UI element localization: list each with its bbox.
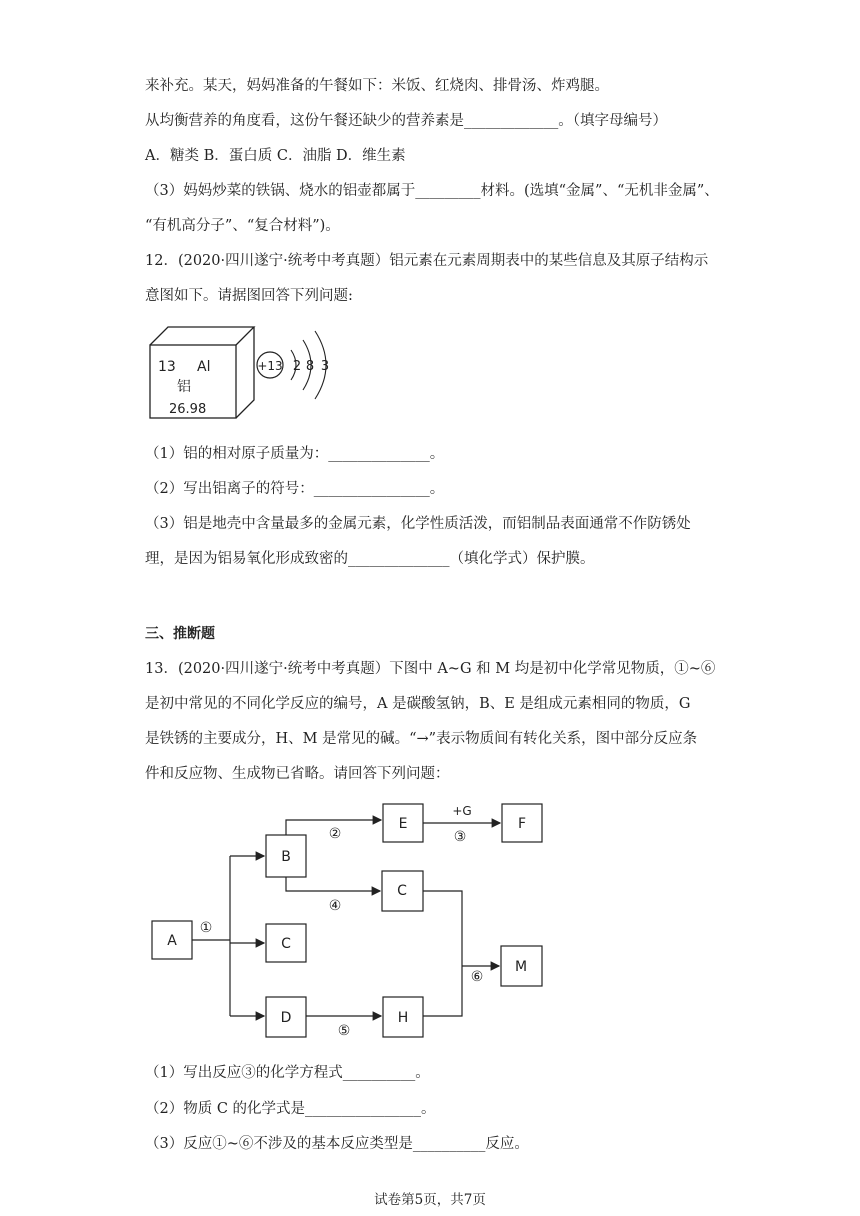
text-line: 理，是因为铝易氧化形成致密的______________（填化学式）保护膜。 xyxy=(145,551,595,567)
element-symbol: Al xyxy=(197,359,211,375)
text-line: （3）铝是地壳中含量最多的金属元素，化学性质活泼，而铝制品表面通常不作防锈处 xyxy=(145,516,691,532)
node-label: H xyxy=(397,1010,409,1026)
options-line: A．糖类 B．蛋白质 C．油脂 D．维生素 xyxy=(145,148,406,164)
page-footer: 试卷第5页，共7页 xyxy=(374,1192,486,1208)
text-line: （2）写出铝离子的符号：________________。 xyxy=(145,481,445,497)
question-12: 12．(2020·四川遂宁·统考中考真题）铝元素在元素周期表中的某些信息及其原子结构示 xyxy=(145,253,709,269)
text-line: 意图如下。请据图回答下列问题: xyxy=(145,288,353,304)
shell-count: 2 xyxy=(292,359,302,374)
element-name: 铝 xyxy=(177,379,191,395)
reaction-label: ② xyxy=(328,826,342,842)
reaction-label: ⑥ xyxy=(470,969,484,985)
text-line: “有机高分子”、“复合材料”)。 xyxy=(145,218,340,234)
node-label: F xyxy=(517,816,527,832)
node-label: C xyxy=(397,883,407,899)
aluminum-figure xyxy=(145,313,345,423)
text-line: 件和反应物、生成物已省略。请回答下列问题： xyxy=(145,766,450,782)
shell-count: 8 xyxy=(305,359,315,374)
node-label: B xyxy=(281,849,291,865)
section-heading: 三、推断题 xyxy=(145,626,215,642)
element-number: 13 xyxy=(158,359,176,375)
text-line: 从均衡营养的角度看，这份午餐还缺少的营养素是_____________。（填字母编号） xyxy=(145,113,667,129)
text-line: （2）物质 C 的化学式是________________。 xyxy=(145,1101,436,1117)
text-line: 是初中常见的不同化学反应的编号，A 是碳酸氢钠，B、E 是组成元素相同的物质，G xyxy=(145,696,691,712)
text-line: （1）铝的相对原子质量为：______________。 xyxy=(145,446,445,462)
reaction-condition: +G xyxy=(452,804,472,818)
question-13: 13．(2020·四川遂宁·统考中考真题）下图中 A~G 和 M 均是初中化学常见物质，①~⑥ xyxy=(145,661,716,677)
node-label: C xyxy=(281,936,291,952)
reaction-label: ⑤ xyxy=(337,1023,351,1039)
text-line: 是铁锈的主要成分，H、M 是常见的碱。“→”表示物质间有转化关系，图中部分反应条 xyxy=(145,731,698,747)
reaction-label: ① xyxy=(199,920,213,936)
text-line: 来补充。某天，妈妈准备的午餐如下：米饭、红烧肉、排骨汤、炸鸡腿。 xyxy=(145,78,609,94)
text-line: （3）妈妈炒菜的铁锅、烧水的铝壶都属于_________材料。(选填“金属”、“无机非金属”、 xyxy=(145,183,719,199)
reaction-label: ④ xyxy=(328,898,342,914)
reaction-label: ③ xyxy=(453,829,467,845)
text-line: （1）写出反应③的化学方程式__________。 xyxy=(145,1065,430,1081)
element-mass: 26.98 xyxy=(169,402,207,417)
shell-count: 3 xyxy=(320,359,330,374)
node-label: D xyxy=(280,1010,292,1026)
nucleus-charge: +13 xyxy=(257,359,283,373)
node-label: M xyxy=(514,959,528,975)
text-line: （3）反应①~⑥不涉及的基本反应类型是__________反应。 xyxy=(145,1136,529,1152)
inference-diagram xyxy=(140,795,560,1045)
node-label: A xyxy=(167,933,177,949)
node-label: E xyxy=(398,816,408,832)
